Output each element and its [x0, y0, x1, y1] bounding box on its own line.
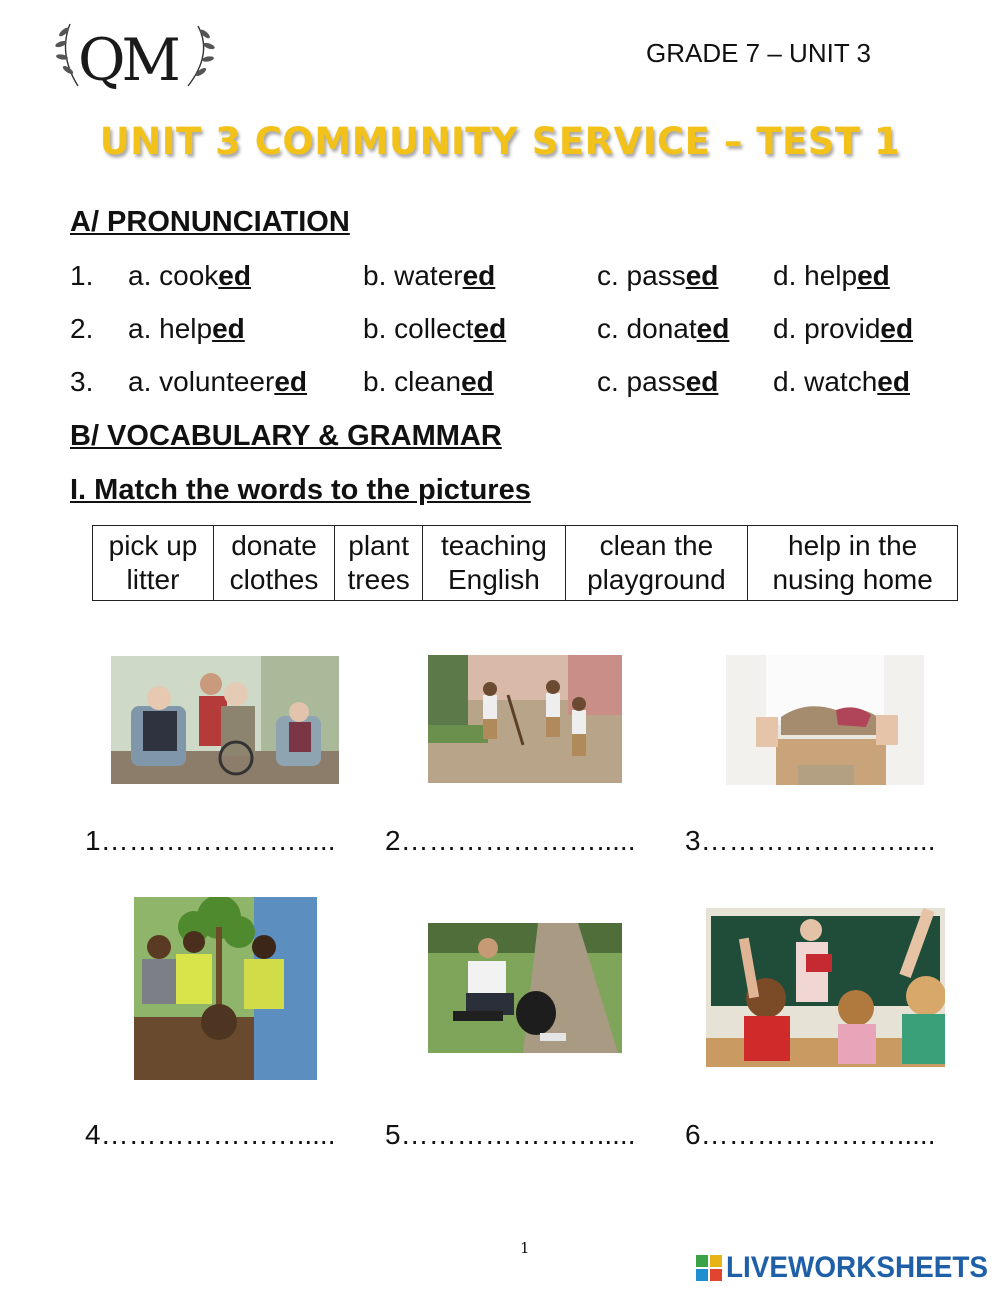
answer-blank-6[interactable]: 6………………….....: [685, 1119, 936, 1150]
match-heading: I. Match the words to the pictures: [70, 474, 531, 506]
answer-blank-1[interactable]: 1………………….....: [85, 825, 336, 856]
word-cell: help in the nusing home: [748, 526, 958, 601]
question-number: 3.: [70, 366, 94, 397]
word-cell: teaching English: [423, 526, 565, 601]
option-a: a. cooked: [128, 260, 251, 291]
option-b: b. collected: [363, 313, 507, 344]
page-number: 1: [520, 1239, 530, 1257]
picture-plant-trees: [134, 897, 317, 1080]
option-c: c. passed: [597, 260, 719, 291]
answer-blank-2[interactable]: 2………………….....: [385, 825, 636, 856]
question-row-1: [70, 260, 970, 300]
picture-donate-clothes: [726, 655, 924, 785]
grade-label: GRADE 7 – UNIT 3: [646, 38, 871, 68]
question-row-2: [70, 313, 970, 353]
word-cell: pick up litter: [93, 526, 214, 601]
word-cell: donate clothes: [214, 526, 335, 601]
option-d: d. watched: [773, 366, 910, 397]
question-row-3: [70, 366, 970, 406]
picture-teaching-english: [706, 908, 945, 1067]
picture-pick-up-litter: [428, 923, 622, 1053]
option-a: a. helped: [128, 313, 245, 344]
word-cell: plant trees: [335, 526, 423, 601]
option-d: d. provided: [773, 313, 914, 344]
picture-nursing-home: [111, 656, 339, 784]
liveworksheets-logo-icon: [696, 1255, 724, 1285]
option-b: b. cleaned: [363, 366, 494, 397]
answer-blank-4[interactable]: 4………………….....: [85, 1119, 336, 1150]
liveworksheets-text: LIVEWORKSHEETS: [726, 1251, 988, 1284]
page-title: UNIT 3 COMMUNITY SERVICE – TEST 1: [99, 120, 901, 163]
question-number: 2.: [70, 313, 94, 344]
option-c: c. passed: [597, 366, 719, 397]
picture-clean-playground: [428, 655, 622, 783]
answer-blank-5[interactable]: 5………………….....: [385, 1119, 636, 1150]
question-number: 1.: [70, 260, 94, 291]
logo-text: QM: [78, 26, 177, 94]
answer-blank-3[interactable]: 3………………….....: [685, 825, 936, 856]
word-box: [92, 525, 958, 601]
option-a: a. volunteered: [128, 366, 308, 397]
option-b: b. watered: [363, 260, 496, 291]
option-d: d. helped: [773, 260, 890, 291]
section-a-heading: A/ PRONUNCIATION: [70, 206, 350, 238]
section-b-heading: B/ VOCABULARY & GRAMMAR: [70, 420, 502, 452]
qm-logo: [48, 14, 220, 104]
option-c: c. donated: [597, 313, 730, 344]
word-cell: clean the playground: [565, 526, 748, 601]
